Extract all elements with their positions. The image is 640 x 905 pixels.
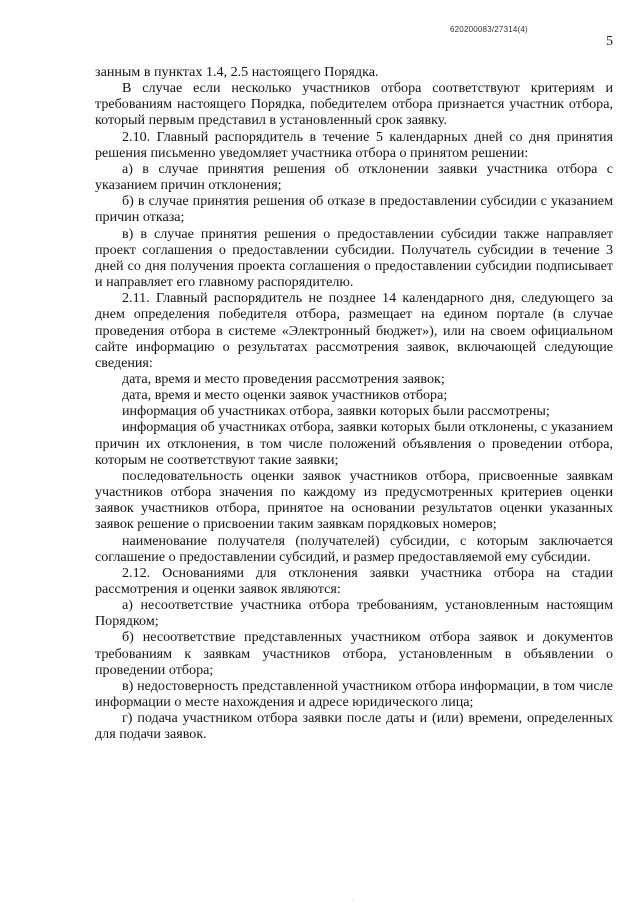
paragraph-2-12-v: в) недостоверность представленной участником отбора информации, в том числе информации о месте нахождения и адресе юридического лица; bbox=[95, 677, 613, 711]
paragraph-2-10-b: б) в случае принятия решения об отказе в предоставлении субсидии с указанием причин отказа; bbox=[95, 193, 613, 226]
paragraph-2-12-g: г) подача участником отбора заявки после даты и (или) времени, определенных для подачи заявок. bbox=[95, 710, 613, 743]
paragraph-2-11-item-4: информация об участниках отбора, заявки которых были отклонены, с указанием причин их отклонения, в том числе положений объявления о проведении отбора, которым не соответствуют такие заявки; bbox=[95, 419, 613, 468]
paragraph-continuation: занным в пунктах 1.4, 2.5 настоящего Порядка. bbox=[95, 64, 379, 80]
document-body bbox=[95, 64, 613, 743]
page-number: 5 bbox=[606, 34, 613, 49]
paragraph-2-11-item-2: дата, время и место оценки заявок участников отбора; bbox=[122, 387, 448, 404]
paragraph-winner-rule: В случае если несколько участников отбора соответствуют критериям и требованиям настоящего Порядка, победителем отбора признается участник отбора, который первым представил в установленный срок заявку. bbox=[95, 80, 613, 129]
paragraph-2-11-item-5: последовательность оценки заявок участников отбора, присвоенные заявкам участников отбора значения по каждому из предусмотренных критериев оценки заявок участников отбора, принятое на основании результатов оценки указанных заявок решение о присвоении таким заявкам порядковых номеров; bbox=[95, 467, 613, 533]
paragraph-2-11: 2.11. Главный распорядитель не позднее 14 календарного дня, следующего за днем определения победителя отбора, размещает на едином портале (в случае проведения отбора в системе «Электронный бюджет»), или на своем официальном сайте информацию о результатах рассмотрения заявок, включающей следующие сведения: bbox=[95, 290, 613, 371]
paragraph-2-12-b: б) несоответствие представленных участником отбора заявок и документов требованиям к заявкам участников отбора, установленным в объявлении о проведении отбора; bbox=[95, 629, 613, 678]
document-id: 620200083/27314(4) bbox=[450, 25, 528, 34]
footer-mark: · bbox=[352, 898, 354, 904]
paragraph-2-10: 2.10. Главный распорядитель в течение 5 календарных дней со дня принятия решения письменно уведомляет участника отбора о принятом решении: bbox=[95, 128, 613, 161]
paragraph-2-11-item-1: дата, время и место проведения рассмотрения заявок; bbox=[122, 370, 445, 387]
paragraph-2-10-v: в) в случае принятия решения о предоставлении субсидии также направляет проект соглашения о предоставлении субсидии. Получатель субсидии в течение 3 дней со дня получения проекта соглашения о предоставлении субсидии подписывает и направляет его главному распорядителю. bbox=[95, 225, 613, 291]
paragraph-2-12: 2.12. Основаниями для отклонения заявки участника отбора на стадии рассмотрения и оценки заявок являются: bbox=[95, 564, 613, 597]
paragraph-2-11-item-6: наименование получателя (получателей) субсидии, с которым заключается соглашение о предоставлении субсидий, и размер предоставляемой ему субсидии. bbox=[95, 532, 613, 565]
paragraph-2-10-a: а) в случае принятия решения об отклонении заявки участника отбора с указанием причин отклонения; bbox=[95, 160, 613, 194]
paragraph-2-12-a: а) несоответствие участника отбора требованиям, установленным настоящим Порядком; bbox=[95, 597, 613, 630]
paragraph-2-11-item-3: информация об участниках отбора, заявки которых были рассмотрены; bbox=[122, 403, 550, 420]
